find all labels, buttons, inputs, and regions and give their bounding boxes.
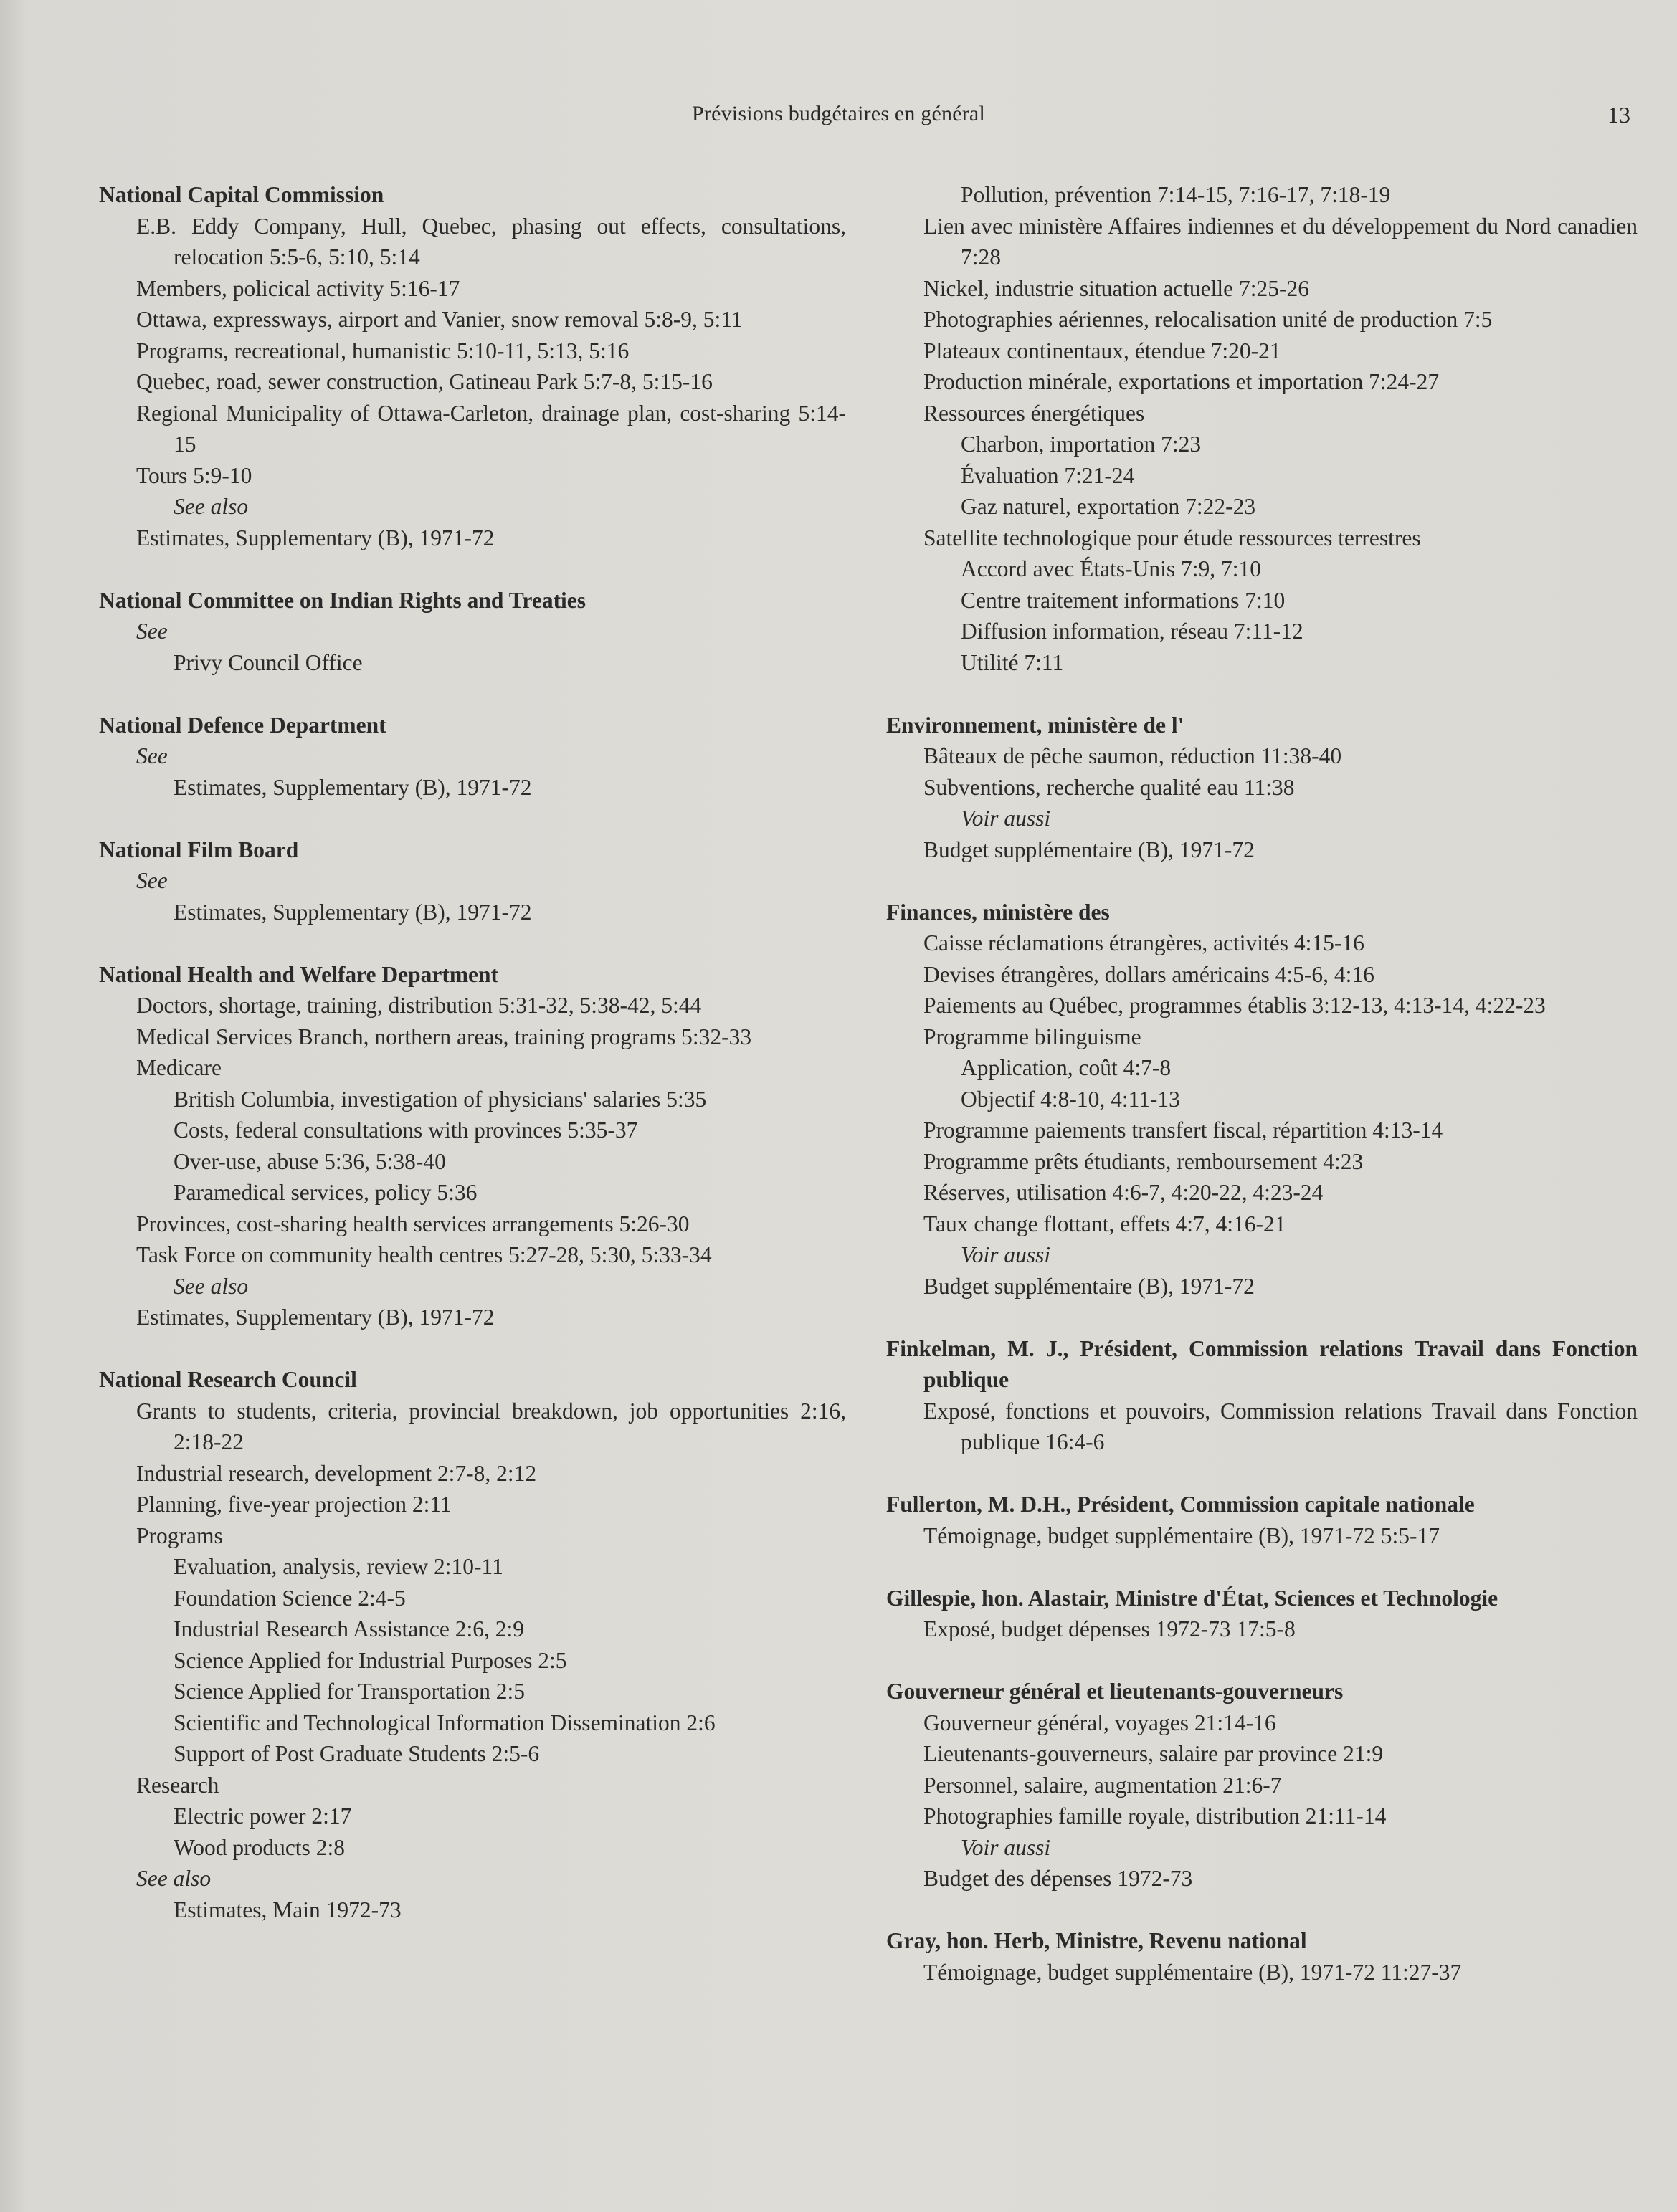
index-subentry: Quebec, road, sewer construction, Gatineau Park 5:7-8, 5:15-16 (136, 369, 713, 394)
cross-reference-label: See also (136, 1866, 212, 1891)
index-subentry: Programme prêts étudiants, remboursement 4:23 (923, 1148, 1364, 1174)
index-subentry: Estimates, Supplementary (B), 1971-72 (136, 525, 495, 550)
index-subsubentry: Scientific and Technological Information Dissemination 2:6 (174, 1710, 716, 1735)
index-subentry: Devises étrangères, dollars américains 4:5-6, 4:16 (923, 961, 1374, 987)
cross-reference-label: Voir aussi (961, 1242, 1051, 1267)
index-entry-heading: Environnement, ministère de l' (886, 712, 1184, 738)
index-subsubentry: British Columbia, investigation of physicians' salaries 5:35 (174, 1086, 707, 1112)
index-subentry: Programs (136, 1522, 223, 1548)
index-subsubentry: Pollution, prévention 7:14-15, 7:16-17, 7:18-19 (961, 182, 1391, 207)
index-subentry: Subventions, recherche qualité eau 11:38 (923, 774, 1295, 800)
index-subsubentry: Estimates, Supplementary (B), 1971-72 (174, 899, 532, 925)
index-subentry: Regional Municipality of Ottawa-Carleton, drainage plan, cost-sharing 5:14-15 (136, 400, 846, 457)
index-subentry: Paiements au Québec, programmes établis 3:12-13, 4:13-14, 4:22-23 (923, 993, 1546, 1018)
index-subentry: Budget supplémentaire (B), 1971-72 (923, 836, 1255, 862)
index-subsubentry: Évaluation 7:21-24 (961, 462, 1135, 488)
index-subentry: Personnel, salaire, augmentation 21:6-7 (923, 1772, 1282, 1798)
index-column-left (99, 179, 846, 1957)
index-entry (99, 1364, 846, 1925)
cross-reference-label: See (136, 743, 168, 768)
index-subentry: Témoignage, budget supplémentaire (B), 1971-72 11:27-37 (923, 1959, 1462, 1985)
index-subsubentry: Charbon, importation 7:23 (961, 432, 1202, 457)
page-number: 13 (1607, 102, 1630, 128)
index-subentry: Estimates, Supplementary (B), 1971-72 (136, 1305, 495, 1330)
cross-reference-label: Voir aussi (961, 1834, 1051, 1860)
index-subsubentry: Diffusion information, réseau 7:11-12 (961, 619, 1303, 644)
index-entry-heading: National Film Board (99, 836, 299, 862)
index-entry-heading: Gray, hon. Herb, Ministre, Revenu national (886, 1928, 1307, 1953)
index-entry (886, 897, 1638, 1302)
index-subentry: Photographies famille royale, distribution 21:11-14 (923, 1803, 1387, 1829)
index-subsubentry: Estimates, Supplementary (B), 1971-72 (174, 774, 532, 800)
index-entry-heading: National Committee on Indian Rights and Treaties (99, 587, 586, 613)
index-subsubentry: Wood products 2:8 (174, 1834, 345, 1860)
index-subentry: Photographies aériennes, relocalisation unité de production 7:5 (923, 307, 1493, 332)
index-entry-heading: Finkelman, M. J., Président, Commission relations Travail dans Fonction publique (886, 1335, 1638, 1392)
index-entry (886, 1676, 1638, 1894)
index-subentry: E.B. Eddy Company, Hull, Quebec, phasing out effects, consultations, relocation 5:5-6, 5:10, 5:14 (136, 213, 846, 270)
index-subsubentry: Science Applied for Transportation 2:5 (174, 1679, 525, 1704)
index-subentry: Budget supplémentaire (B), 1971-72 (923, 1273, 1255, 1299)
index-entry-heading: Gouverneur général et lieutenants-gouverneurs (886, 1679, 1344, 1704)
index-subsubentry: Paramedical services, policy 5:36 (174, 1180, 478, 1205)
index-entry (99, 959, 846, 1333)
index-subentry: Programme paiements transfert fiscal, répartition 4:13-14 (923, 1117, 1443, 1143)
cross-reference-label: See (136, 619, 168, 644)
index-entry (99, 834, 846, 928)
index-entry (99, 179, 846, 553)
index-subsubentry: Foundation Science 2:4-5 (174, 1585, 406, 1611)
index-entry-heading: National Defence Department (99, 712, 386, 738)
index-subsubentry: Industrial Research Assistance 2:6, 2:9 (174, 1616, 525, 1641)
index-subentry: Industrial research, development 2:7-8, 2:12 (136, 1460, 537, 1486)
index-subsubentry: Application, coût 4:7-8 (961, 1055, 1172, 1080)
index-subentry: Tours 5:9-10 (136, 462, 252, 488)
index-subentry: Programme bilinguisme (923, 1024, 1141, 1049)
index-subentry: Bâteaux de pêche saumon, réduction 11:38-40 (923, 743, 1342, 768)
index-subsubentry: Science Applied for Industrial Purposes 2:5 (174, 1647, 567, 1673)
cross-reference-label: Voir aussi (961, 806, 1051, 831)
index-subentry: Programs, recreational, humanistic 5:10-11, 5:13, 5:16 (136, 338, 630, 363)
index-subsubentry: Gaz naturel, exportation 7:22-23 (961, 494, 1256, 519)
index-subentry: Ressources énergétiques (923, 400, 1145, 426)
index-subentry: Provinces, cost-sharing health services arrangements 5:26-30 (136, 1211, 690, 1236)
index-subentry: Gouverneur général, voyages 21:14-16 (923, 1710, 1276, 1735)
index-entry (99, 710, 846, 804)
index-subentry: Exposé, fonctions et pouvoirs, Commission relations Travail dans Fonction publique 16:4-6 (923, 1398, 1638, 1454)
index-entry-heading: National Health and Welfare Department (99, 961, 499, 987)
index-subentry: Réserves, utilisation 4:6-7, 4:20-22, 4:23-24 (923, 1180, 1324, 1205)
index-subentry: Grants to students, criteria, provincial breakdown, job opportunities 2:16, 2:18-22 (136, 1398, 846, 1454)
index-subentry: Planning, five-year projection 2:11 (136, 1492, 452, 1517)
index-subentry: Task Force on community health centres 5:27-28, 5:30, 5:33-34 (136, 1242, 712, 1267)
index-subsubentry: Utilité 7:11 (961, 649, 1064, 675)
index-subsubentry: Accord avec États-Unis 7:9, 7:10 (961, 556, 1262, 581)
index-subentry: Caisse réclamations étrangères, activités 4:15-16 (923, 930, 1364, 955)
index-entry-heading: National Capital Commission (99, 182, 384, 207)
index-subsubentry: Support of Post Graduate Students 2:5-6 (174, 1741, 540, 1766)
running-header-title: Prévisions budgétaires en général (692, 102, 985, 125)
index-subentry: Plateaux continentaux, étendue 7:20-21 (923, 338, 1281, 363)
index-entry (886, 1925, 1638, 1988)
index-subentry: Témoignage, budget supplémentaire (B), 1971-72 5:5-17 (923, 1522, 1440, 1548)
index-subentry: Doctors, shortage, training, distribution 5:31-32, 5:38-42, 5:44 (136, 993, 702, 1018)
index-subsubentry: Over-use, abuse 5:36, 5:38-40 (174, 1148, 446, 1174)
index-entry-heading: National Research Council (99, 1367, 357, 1392)
index-entry-heading: Fullerton, M. D.H., Président, Commission capitale nationale (886, 1492, 1475, 1517)
index-entry-heading: Gillespie, hon. Alastair, Ministre d'État, Sciences et Technologie (886, 1585, 1498, 1611)
index-subsubentry: Evaluation, analysis, review 2:10-11 (174, 1554, 503, 1579)
index-subentry: Satellite technologique pour étude ressources terrestres (923, 525, 1421, 550)
index-subentry: Budget des dépenses 1972-73 (923, 1866, 1193, 1891)
index-entry (886, 1489, 1638, 1551)
cross-reference-label: See also (174, 1273, 249, 1299)
index-entry (886, 1333, 1638, 1458)
index-subsubentry: Electric power 2:17 (174, 1803, 352, 1829)
index-subentry: Members, policical activity 5:16-17 (136, 275, 460, 301)
index-subsubentry: Centre traitement informations 7:10 (961, 587, 1286, 613)
index-subentry: Taux change flottant, effets 4:7, 4:16-21 (923, 1211, 1286, 1236)
index-entry (886, 710, 1638, 866)
index-subsubentry: Objectif 4:8-10, 4:11-13 (961, 1086, 1180, 1112)
index-entry (886, 1583, 1638, 1645)
index-subsubentry: Privy Council Office (174, 649, 363, 675)
index-entry (99, 585, 846, 679)
index-subentry: Production minérale, exportations et importation 7:24-27 (923, 369, 1440, 394)
index-subentry: Medicare (136, 1055, 222, 1080)
index-subsubentry: Costs, federal consultations with provinces 5:35-37 (174, 1117, 638, 1143)
index-subentry: Nickel, industrie situation actuelle 7:25-26 (923, 275, 1309, 301)
index-subentry: Lieutenants-gouverneurs, salaire par province 21:9 (923, 1741, 1384, 1766)
cross-reference-label: See (136, 868, 168, 893)
index-entry (886, 179, 1638, 678)
index-subentry: Ottawa, expressways, airport and Vanier, snow removal 5:8-9, 5:11 (136, 307, 743, 332)
index-entry-heading: Finances, ministère des (886, 899, 1110, 925)
index-subentry: Medical Services Branch, northern areas, training programs 5:32-33 (136, 1024, 752, 1049)
index-subentry: Lien avec ministère Affaires indiennes et du développement du Nord canadien 7:28 (923, 213, 1638, 270)
cross-reference-label: See also (174, 494, 249, 519)
index-subentry: Research (136, 1772, 219, 1798)
index-subentry: Exposé, budget dépenses 1972-73 17:5-8 (923, 1616, 1296, 1641)
index-subsubentry: Estimates, Main 1972-73 (174, 1897, 402, 1922)
index-column-right (886, 179, 1638, 2019)
